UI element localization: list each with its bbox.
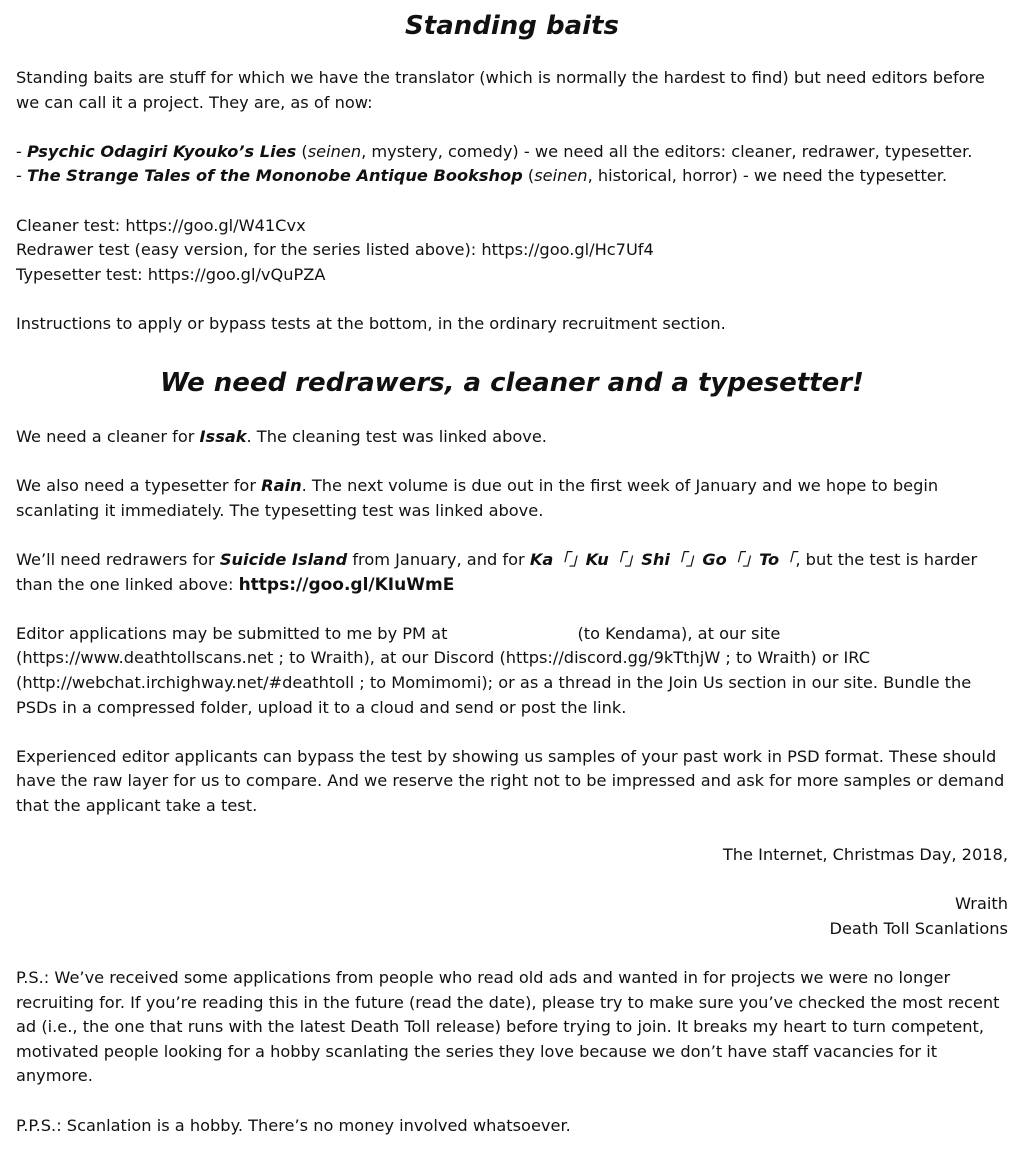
series-title: Rain (261, 476, 302, 496)
apply-paragraph: Editor applications may be submitted to me by PM at (to Kendama), at our site (https://www.deathtollscans.net ; to Wraith), at our Discord (https://discord.gg/9kTthjW ; to Wraith) or IRC (http://webchat.irchighway.net/#deathtoll ; to Momimomi); or as a thread in the Join Us section in our site. Bundle the PSDs in a compressed folder, upload it to a cloud and send or post the link. (16, 623, 972, 717)
signature-name: Wraith (955, 894, 1008, 914)
standing-intro: Standing baits are stuff for which we have the translator (which is normally the hardest to find) but need editors before we can call it a project. They are, as of now: (16, 68, 985, 112)
series-title: Suicide Island (219, 549, 348, 569)
pps-paragraph: P.P.S.: Scanlation is a hobby. There’s no money involved whatsoever. (16, 1115, 571, 1135)
series-title: Issak (199, 427, 247, 446)
bait-item-odagiri: - Psychic Odagiri Kyouko’s Lies (seinen, mystery, comedy) - we need all the editors: cleaner, redrawer, typesetter. (16, 141, 973, 161)
signature-group: Death Toll Scanlations (829, 918, 1008, 938)
redrawer-test-line: Redrawer test (easy version, for the series listed above): https://goo.gl/Hc7Uf4 (16, 240, 654, 260)
redrawer-test-link[interactable]: https://goo.gl/KIuWmE (238, 574, 455, 595)
standing-baits-section (16, 66, 1008, 337)
series-title: Ka「」Ku「」Shi「」Go「」To「 (529, 549, 796, 569)
typesetter-paragraph: We also need a typesetter for Rain. The next volume is due out in the first week of January and we hope to begin scanlating it immediately. The typesetting test was linked above. (16, 476, 939, 520)
cleaner-test-line: Cleaner test: https://goo.gl/W41Cvx (16, 215, 306, 235)
typesetter-test-line: Typesetter test: https://goo.gl/vQuPZA (16, 264, 326, 284)
series-title: Psychic Odagiri Kyouko’s Lies (27, 141, 297, 161)
cleaner-paragraph: We need a cleaner for Issak. The cleaning test was linked above. (16, 427, 547, 446)
recruitment-heading: We need redrawers, a cleaner and a typesetter! (160, 368, 864, 398)
recruitment-section (16, 425, 1008, 1138)
instructions-line: Instructions to apply or bypass tests at the bottom, in the ordinary recruitment section. (16, 313, 726, 333)
standing-baits-heading: Standing baits (405, 11, 619, 41)
dateline: The Internet, Christmas Day, 2018, (722, 845, 1008, 865)
series-title: The Strange Tales of the Mononobe Antique Bookshop (27, 166, 523, 186)
ps-paragraph: P.S.: We’ve received some applications from people who read old ads and wanted in for projects we were no longer recruiting for. If you’re reading this in the future (read the date), please try to make sure you’ve checked the most recent ad (i.e., the one that runs with the latest Death Toll release) before trying to join. It breaks my heart to turn competent, motivated people looking for a hobby scanlating the series they love because we don’t have staff vacancies for it anymore. (16, 968, 1000, 1086)
bypass-paragraph: Experienced editor applicants can bypass the test by showing us samples of your past work in PSD format. These should have the raw layer for us to compare. And we reserve the right not to be impressed and ask for more samples or demand that the applicant take a test. (16, 746, 1005, 815)
redrawer-paragraph: We’ll need redrawers for Suicide Island from January, and for Ka「」Ku「」Shi「」Go「」To「, but the test is harder than the one linked above: https://goo.gl/KIuWmE (16, 549, 978, 595)
bait-item-mononobe: - The Strange Tales of the Mononobe Antique Bookshop (seinen, historical, horror) - we need the typesetter. (16, 166, 948, 186)
